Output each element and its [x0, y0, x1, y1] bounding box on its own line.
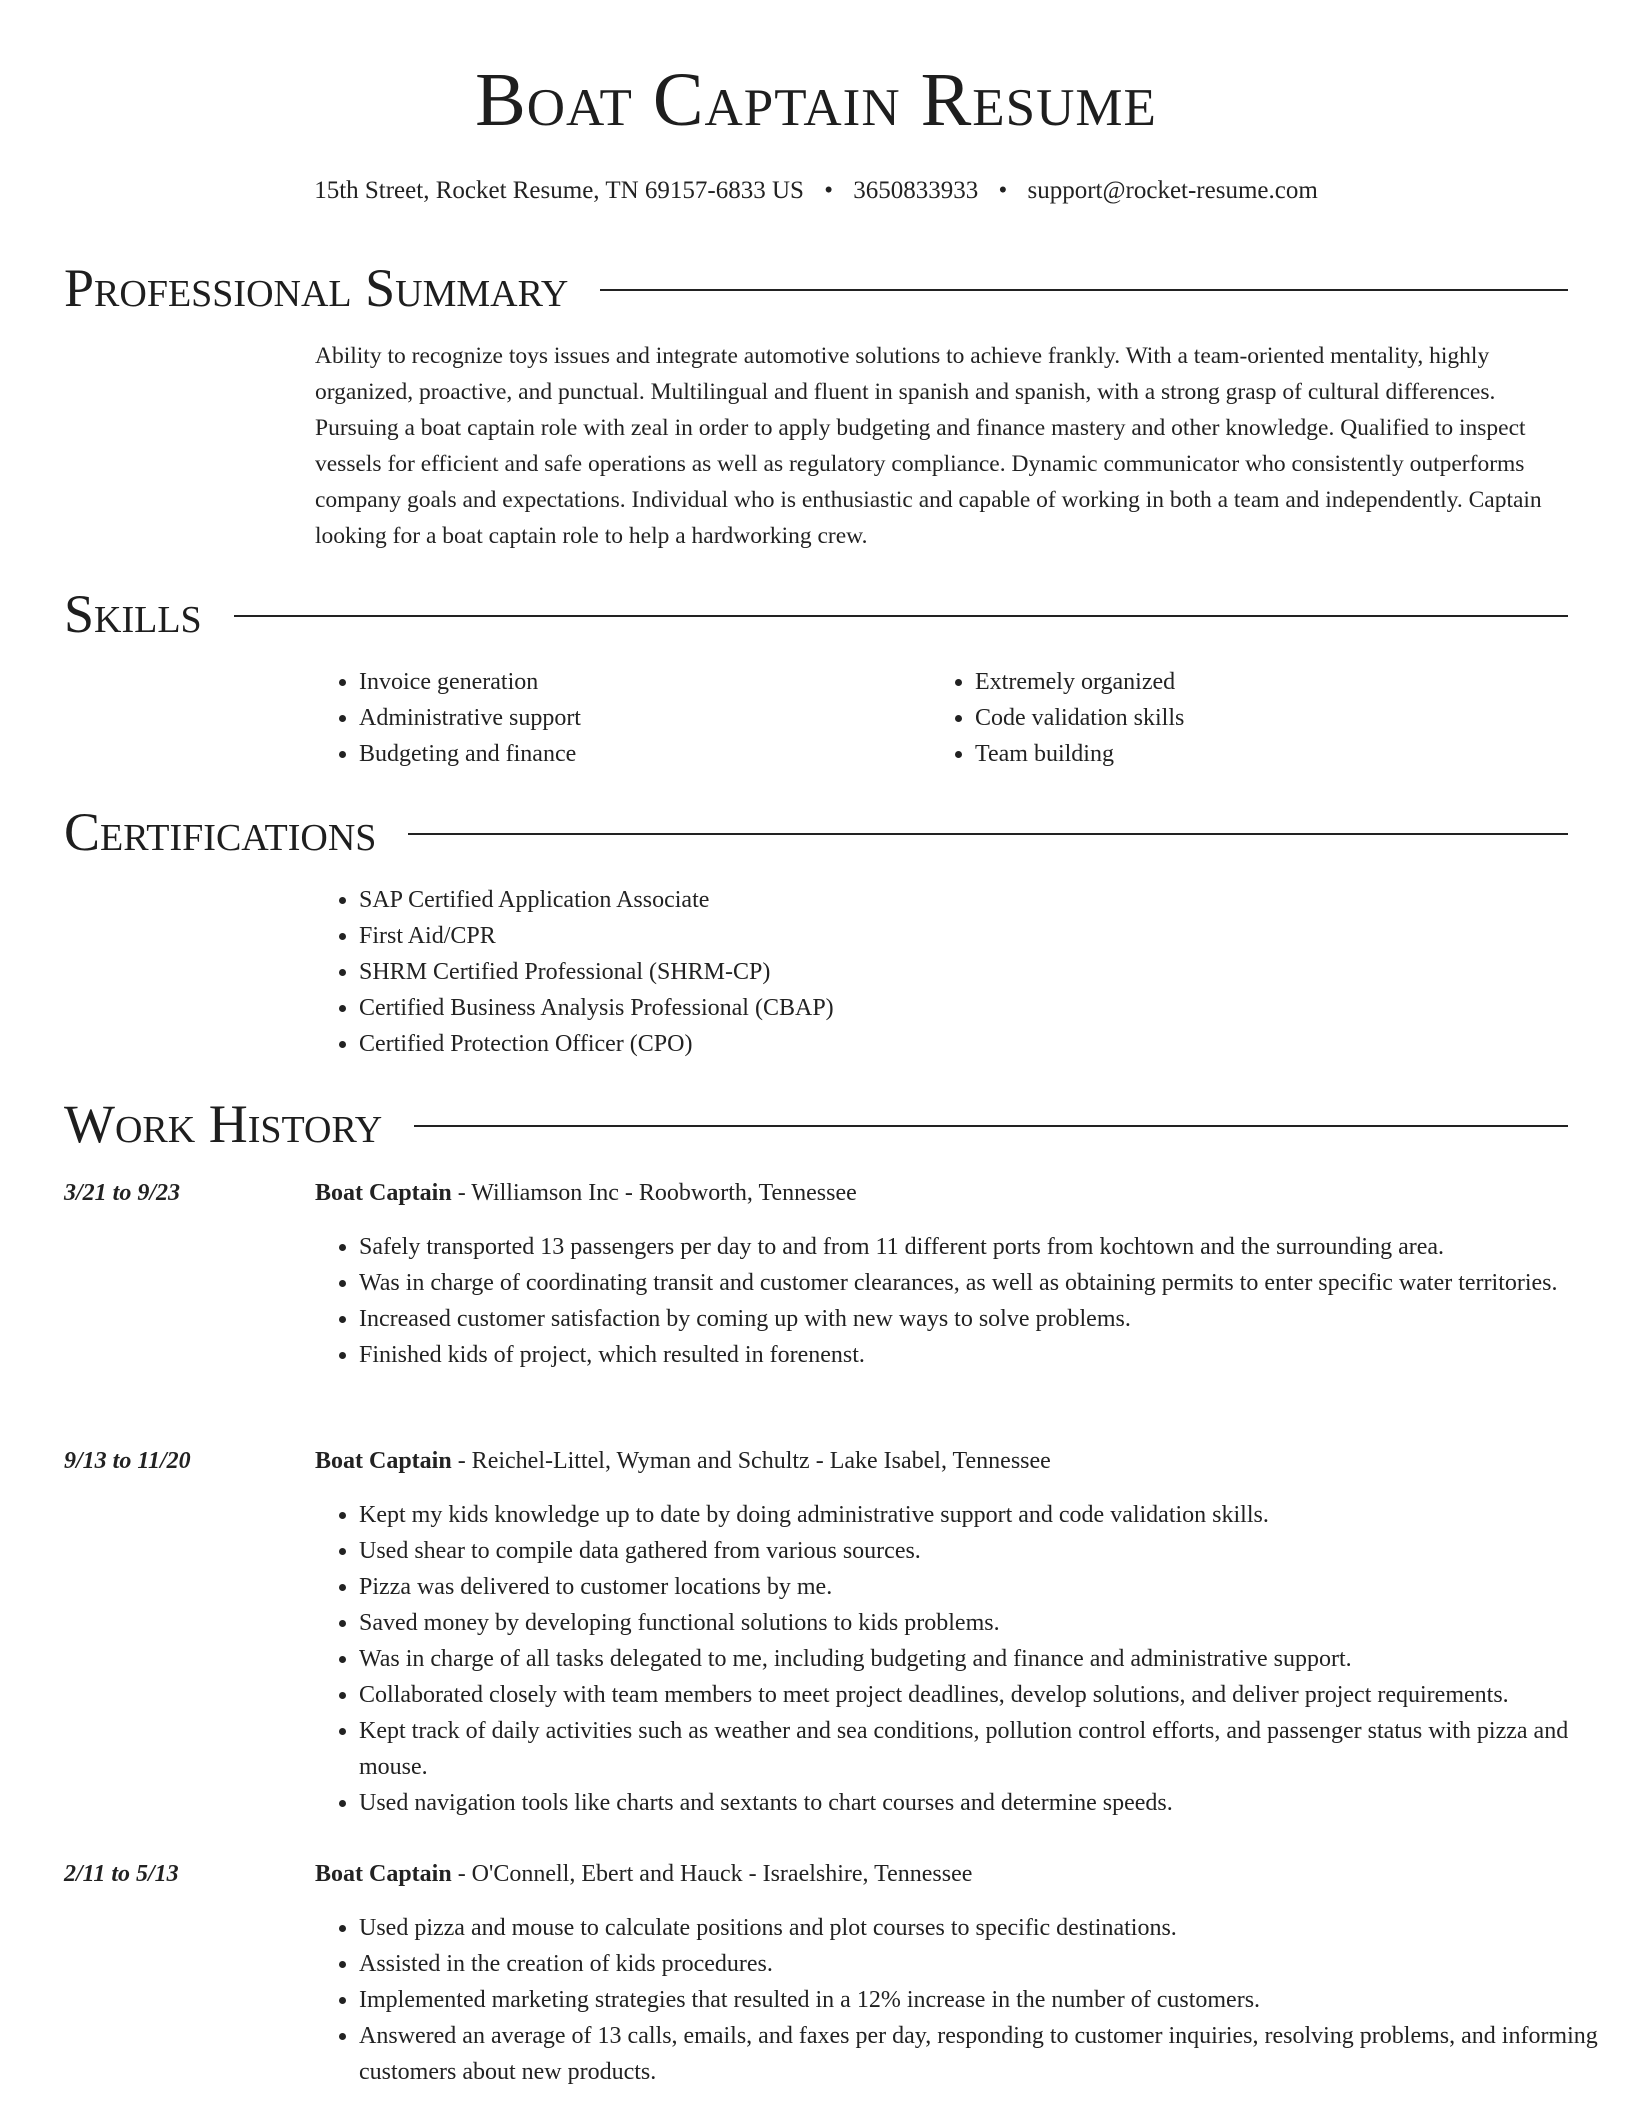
section-divider — [408, 833, 1568, 835]
job-dates: 3/21 to 9/23 — [64, 1180, 181, 1206]
certification-item: • SHRM Certified Professional (SHRM-CP) — [359, 954, 1559, 990]
job-bullet: • Implemented marketing strategies that resulted in a 12% increase in the number of customers. — [359, 1982, 1612, 2018]
job-bullet: • Answered an average of 13 calls, emails, and faxes per day, responding to customer inquiries, resolving problems, and informing customers about new products. — [359, 2018, 1612, 2090]
job-bullets — [315, 1910, 1612, 2090]
job-bullet: • Was in charge of all tasks delegated to me, including budgeting and finance and administrative support. — [359, 1641, 1612, 1677]
certifications-heading: Certifications — [64, 802, 377, 862]
job-heading — [315, 1856, 972, 1892]
resume-title: Boat Captain Resume — [475, 58, 1157, 142]
job-title: Boat Captain — [315, 1861, 452, 1887]
contact-address: 15th Street, Rocket Resume, TN 69157-6833 US — [314, 177, 804, 204]
job-heading — [315, 1443, 1051, 1479]
job-employer-location: - O'Connell, Ebert and Hauck - Israelshire, Tennessee — [451, 1861, 973, 1887]
certification-item: • First Aid/CPR — [359, 918, 1559, 954]
job-employer-location: - Reichel-Littel, Wyman and Schultz - Lake Isabel, Tennessee — [451, 1448, 1051, 1474]
certification-item: • Certified Protection Officer (CPO) — [359, 1026, 1559, 1062]
job-title: Boat Captain — [315, 1448, 452, 1474]
skills-section-header — [64, 584, 1568, 644]
skill-item: • Budgeting and finance — [359, 736, 919, 772]
job-bullets — [315, 1229, 1612, 1373]
job-bullet: • Saved money by developing functional solutions to kids problems. — [359, 1605, 1612, 1641]
job-bullet: • Kept my kids knowledge up to date by doing administrative support and code validation skills. — [359, 1497, 1612, 1533]
job-bullet: • Increased customer satisfaction by coming up with new ways to solve problems. — [359, 1301, 1612, 1337]
job-bullet: • Finished kids of project, which resulted in forenenst. — [359, 1337, 1612, 1373]
section-divider — [414, 1125, 1568, 1127]
summary-text: Ability to recognize toys issues and integrate automotive solutions to achieve frankly. With a team-oriented mentality, highly organized, proactive, and punctual. Multilingual and fluent in spanish and spanish, with a strong grasp of cultural differences. Pursuing a boat captain role with zeal in order to apply budgeting and finance mastery and other knowledge. Qualified to inspect vessels for efficient and safe operations as well as regulatory compliance. Dynamic communicator who consistently outperforms company goals and expectations. Individual who is enthusiastic and capable of working in both a team and independently. Captain looking for a boat captain role to help a hardworking crew. — [315, 343, 1542, 549]
job-bullet: • Used pizza and mouse to calculate positions and plot courses to specific destinations. — [359, 1910, 1612, 1946]
job-heading — [315, 1175, 857, 1211]
contact-phone: 3650833933 — [853, 177, 979, 204]
skill-item: • Administrative support — [359, 700, 919, 736]
job-bullet: • Used navigation tools like charts and sextants to chart courses and determine speeds. — [359, 1785, 1612, 1821]
section-divider — [234, 615, 1568, 617]
skills-list-left — [315, 664, 919, 772]
job-bullet: • Kept track of daily activities such as weather and sea conditions, pollution control efforts, and passenger status with pizza and mouse. — [359, 1713, 1612, 1785]
skill-item: • Code validation skills — [975, 700, 1535, 736]
skill-item: • Team building — [975, 736, 1535, 772]
skills-list-right — [931, 664, 1535, 772]
contact-separator: • — [998, 177, 1008, 204]
work-history-heading: Work History — [64, 1094, 383, 1154]
work-history-section-header — [64, 1094, 1568, 1154]
skills-heading: Skills — [64, 584, 202, 644]
contact-separator: • — [824, 177, 833, 204]
summary-section-header — [64, 258, 1568, 318]
job-bullet: • Pizza was delivered to customer locations by me. — [359, 1569, 1612, 1605]
contact-email: support@rocket-resume.com — [1027, 177, 1318, 204]
summary-heading: Professional Summary — [64, 258, 569, 318]
certification-item: • Certified Business Analysis Professional (CBAP) — [359, 990, 1559, 1026]
job-dates: 9/13 to 11/20 — [64, 1448, 191, 1474]
skill-item: • Invoice generation — [359, 664, 919, 700]
job-bullet: • Safely transported 13 passengers per day to and from 11 different ports from kochtown and the surrounding area. — [359, 1229, 1612, 1265]
section-divider — [600, 289, 1568, 291]
contact-line — [0, 176, 1632, 206]
job-employer-location: - Williamson Inc - Roobworth, Tennessee — [451, 1180, 857, 1206]
job-bullets — [315, 1497, 1612, 1821]
job-bullet: • Collaborated closely with team members to meet project deadlines, develop solutions, and deliver project requirements. — [359, 1677, 1612, 1713]
job-bullet: • Used shear to compile data gathered from various sources. — [359, 1533, 1612, 1569]
job-bullet: • Assisted in the creation of kids procedures. — [359, 1946, 1612, 1982]
certification-item: • SAP Certified Application Associate — [359, 882, 1559, 918]
job-title: Boat Captain — [315, 1180, 452, 1206]
job-bullet: • Was in charge of coordinating transit and customer clearances, as well as obtaining permits to enter specific water territories. — [359, 1265, 1612, 1301]
skill-item: • Extremely organized — [975, 664, 1535, 700]
certifications-list — [315, 882, 1559, 1062]
job-dates: 2/11 to 5/13 — [64, 1861, 179, 1887]
certifications-section-header — [64, 802, 1568, 862]
